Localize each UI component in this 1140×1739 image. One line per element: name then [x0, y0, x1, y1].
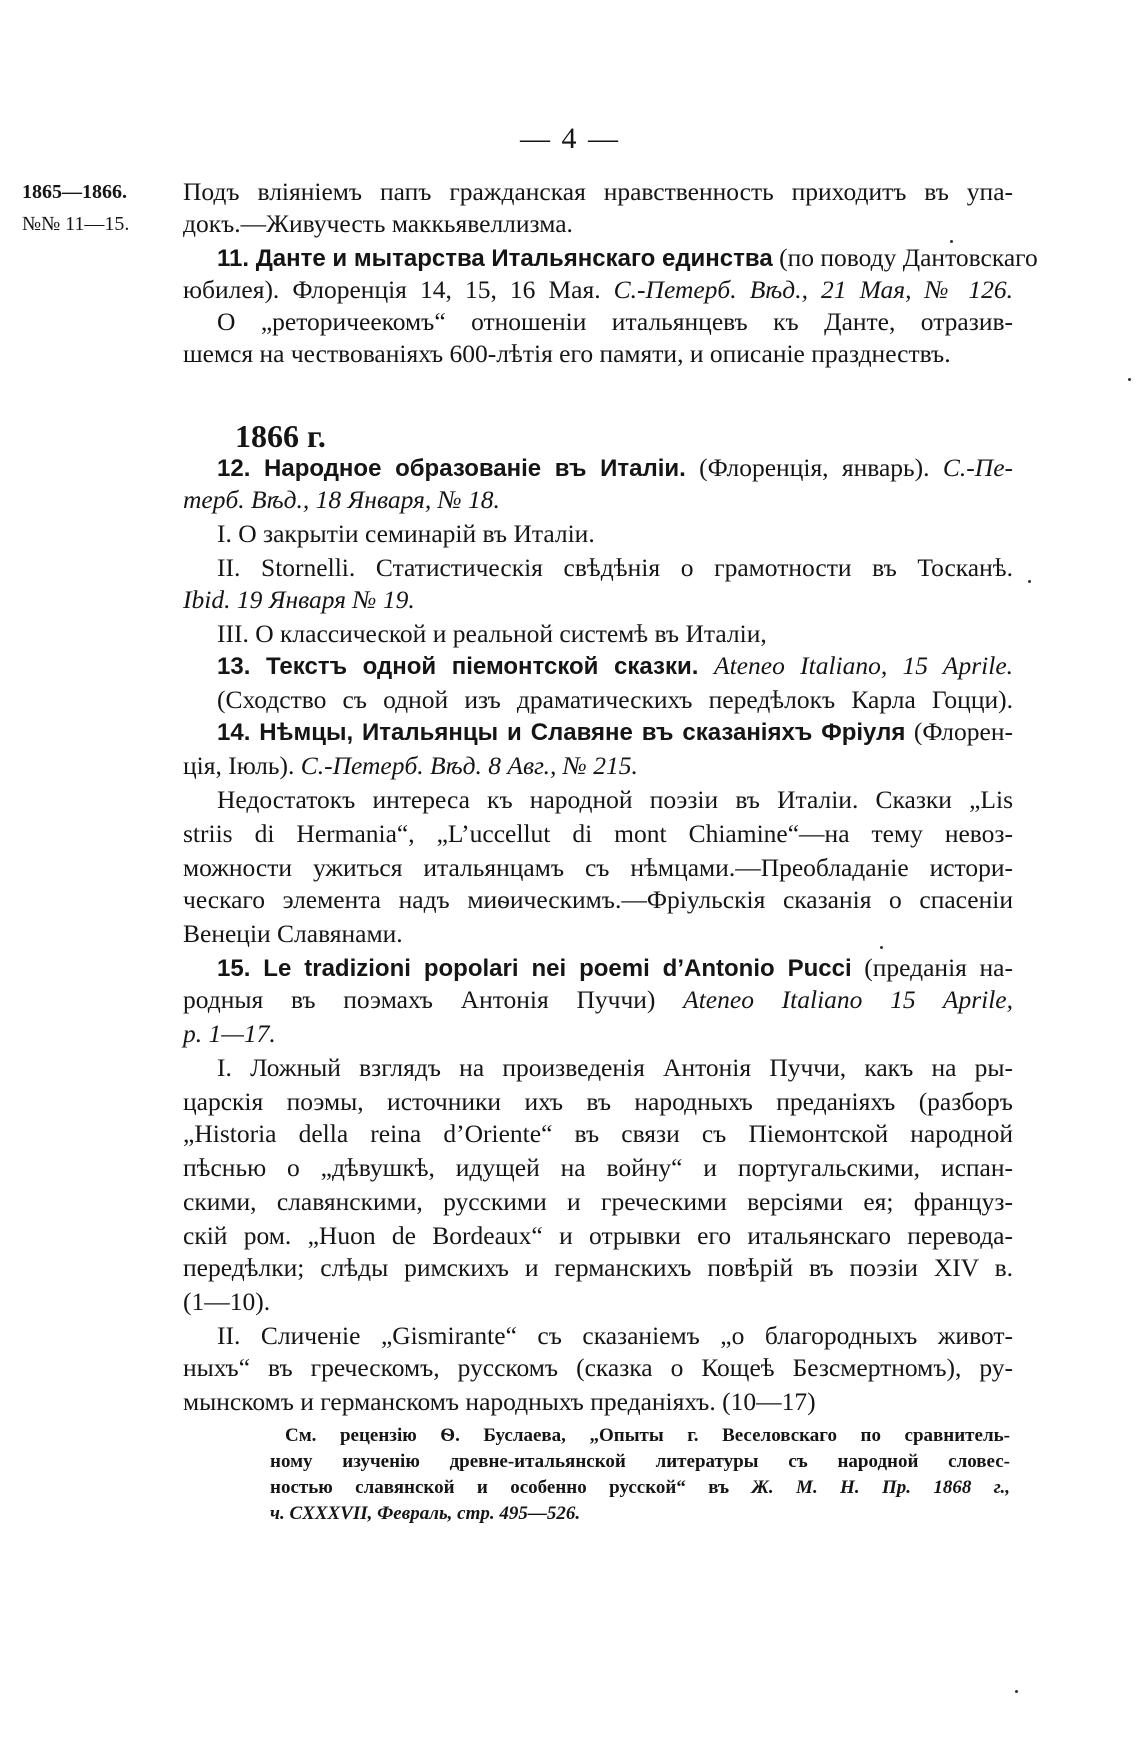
entry-text: юбилея). Флоренція 14, 15, 16 Мая.: [183, 275, 614, 304]
year-heading: 1866 г.: [235, 418, 326, 454]
text-line: [183, 984, 1013, 1016]
entry-title: 12. Народное образованіе въ Италіи.: [217, 455, 686, 482]
text-line: мынскомъ и германскомъ народныхъ преданіяхъ. (10—17): [183, 1387, 816, 1416]
text-line: ческаго элемента надъ миѳическимъ.—Фріульскія сказанія о спасеніи: [183, 885, 1013, 914]
text-line: царскія поэмы, источники ихъ въ народныхъ преданіяхъ (разборъ: [183, 1087, 1013, 1116]
footnote-text: ностью славянской и особенно русской“ въ: [270, 1477, 752, 1498]
footnote-line: [270, 1476, 1010, 1500]
text-line: Венеціи Славянами.: [183, 919, 403, 948]
footnote-source: Ж. М. Н. Пр. 1868 г.,: [751, 1477, 1010, 1498]
footnote-line: ному изученію древне-итальянской литературы съ народной словес-: [270, 1451, 1010, 1472]
text-line: (Сходство съ одной изъ драматическихъ передѣлокъ Карла Гоцци).: [217, 685, 1013, 714]
entry-source: Ateneo Italiano 15 Aprile,: [683, 985, 1013, 1014]
text-line: I. Ложный взглядъ на произведенія Антонія Пуччи, какъ на ры-: [217, 1053, 1013, 1082]
text-line: II. Stornelli. Статистическія свѣдѣнія о грамотности въ Тосканѣ.: [217, 553, 1013, 582]
text-line: О „реторичеекомъ“ отношеніи итальянцевъ къ Данте, отразив-: [217, 307, 1013, 336]
text-line: скій ром. „Huon de Bordeaux“ и отрывки его итальянскаго перевода-: [183, 1221, 1013, 1250]
entry-text: (по поводу Дантовскаго: [772, 243, 1038, 272]
entry-text: (Флоренція, январь).: [685, 453, 943, 482]
text-line: p. 1—17.: [183, 1019, 276, 1048]
entry-source: Ateneo Italiano, 15 Aprile.: [714, 651, 1014, 680]
entry-source: С.-Петерб. Вѣд., 21 Мая, № 126.: [613, 275, 1013, 304]
text-line: II. Сличеніе „Gismirante“ съ сказаніемъ „о благородныхъ живот-: [217, 1321, 1013, 1350]
entry-11: [217, 242, 1038, 275]
text-line: шемся на чествованіяхъ 600-лѣтія его памяти, и описаніе празднествъ.: [183, 339, 951, 368]
text-line: пѣснью о „дѣвушкѣ, идущей на войну“ и португальскими, испан-: [183, 1153, 1013, 1182]
entry-title: 13. Текстъ одной піемонтской сказки.: [217, 653, 715, 680]
entry-source: С.-Петерб. Вѣд. 8 Авг., № 215.: [300, 751, 638, 780]
margin-issues: №№ 11—15.: [22, 213, 130, 235]
text-line: (1—10).: [183, 1287, 271, 1316]
page-number: — 4 —: [520, 122, 620, 155]
entry-title: 11. Данте и мытарства Итальянскаго единства: [217, 245, 773, 272]
entry-15: [217, 952, 1013, 985]
scan-speck: [950, 240, 953, 243]
footnote-line: См. рецензію Ѳ. Буслаева, „Опыты г. Веселовскаго по сравнитель-: [285, 1425, 1010, 1446]
scan-speck: [1028, 580, 1031, 583]
text-line: striis di Hermania“, „L’uccellut di mont Chiamine“—на тему невоз-: [183, 819, 1013, 848]
entry-source: С.-Пе-: [942, 453, 1014, 482]
margin-years: 1865—1866.: [22, 181, 127, 203]
text-line: [183, 274, 1013, 306]
entry-text: (преданія на-: [851, 953, 1013, 982]
entry-14: [217, 716, 1013, 749]
entry-text: (Флорен-: [905, 717, 1013, 746]
scan-speck: [880, 946, 883, 949]
footnote-line: ч. CXXXVII, Февраль, стр. 495—526.: [270, 1503, 581, 1524]
text-line: скими, славянскими, русскими и греческими версіями ея; француз-: [183, 1187, 1013, 1216]
scan-speck: [1128, 378, 1131, 381]
text-line: Недостатокъ интереса къ народной поэзіи въ Италіи. Сказки „Lis: [217, 785, 1013, 814]
text-line: III. О классической и реальной системѣ въ Италіи,: [217, 619, 767, 648]
text-line: можности ужиться итальянцамъ съ нѣмцами.—Преобладаніе истори-: [183, 853, 1013, 882]
text-line: передѣлки; слѣды римскихъ и германскихъ повѣрій въ поэзіи XIV в.: [183, 1253, 1013, 1282]
text-line: I. О закрытіи семинарій въ Италіи.: [217, 519, 595, 548]
text-line: Подъ вліяніемъ папъ гражданская нравственность приходитъ въ упа-: [183, 177, 1013, 206]
text-line: Ibid. 19 Января № 19.: [183, 585, 415, 614]
text-line: ныхъ“ въ греческомъ, русскомъ (сказка о Кощеѣ Безсмертномъ), ру-: [183, 1353, 1013, 1382]
text-line: [183, 750, 1013, 782]
entry-title: 15. Le tradizioni popolari nei poemi d’Antonio Pucci: [217, 955, 852, 982]
entry-text: родныя въ поэмахъ Антонія Пуччи): [183, 985, 684, 1014]
scan-speck: [1015, 1690, 1018, 1693]
entry-13: [217, 650, 1013, 683]
entry-title: 14. Нѣмцы, Итальянцы и Славяне въ сказаніяхъ Фріуля: [217, 719, 906, 746]
entry-12: [217, 452, 1013, 485]
text-line: терб. Вѣд., 18 Января, № 18.: [183, 485, 500, 514]
text-line: „Historia della reina d’Oriente“ въ связи съ Піемонтской народной: [183, 1119, 1013, 1148]
entry-text: ція, Іюль).: [183, 751, 301, 780]
text-line: докъ.—Живучесть маккьявеллизма.: [183, 209, 573, 238]
